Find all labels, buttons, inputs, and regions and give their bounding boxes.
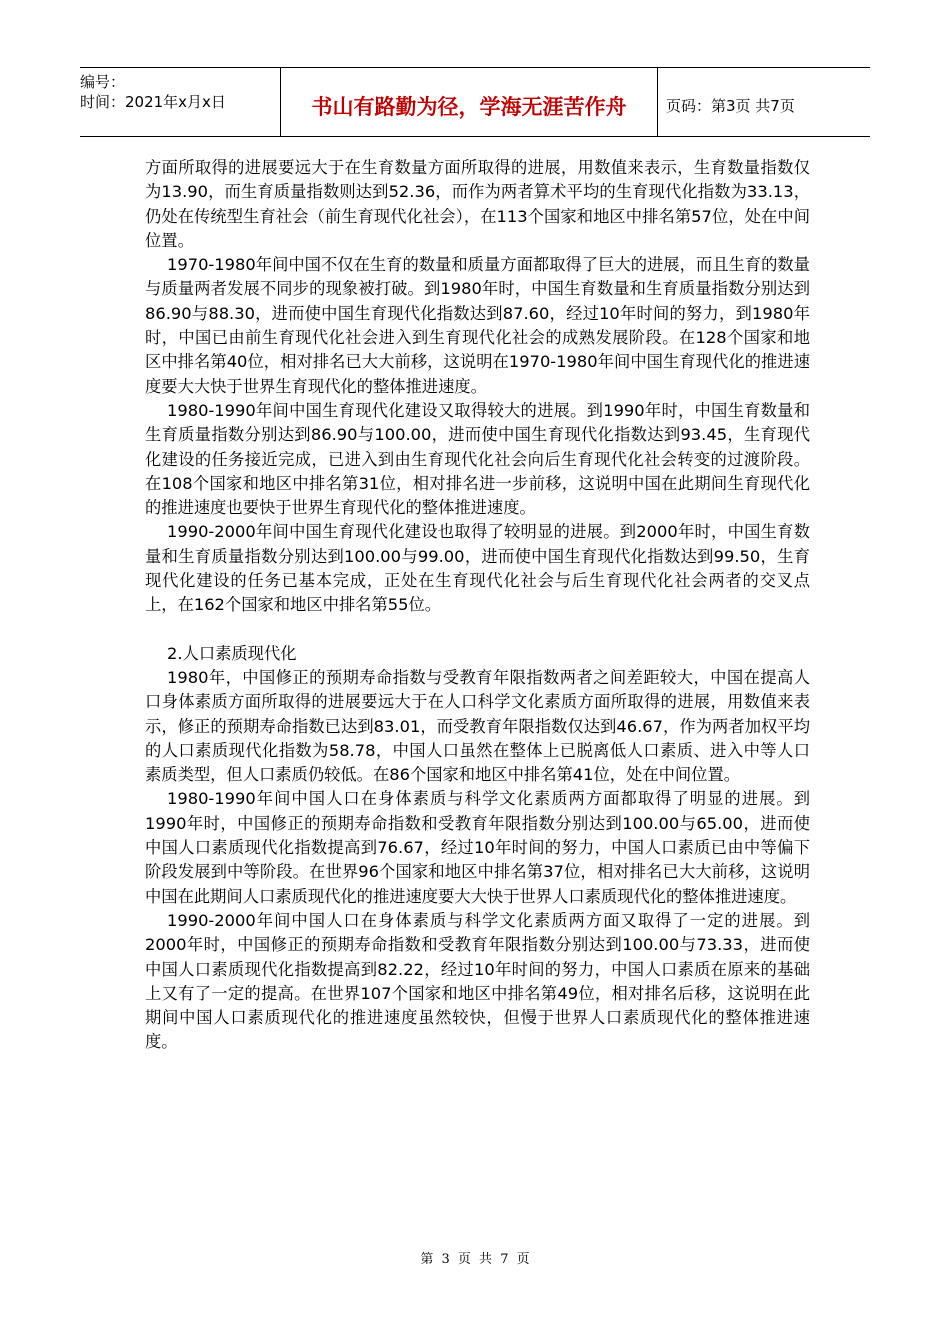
- document-time-label: 时间：2021年x月x日: [80, 93, 226, 111]
- document-body: [145, 156, 810, 1055]
- body-paragraph: 1980年，中国修正的预期寿命指数与受教育年限指数两者之间差距较大，中国在提高人口身体素质方面所取得的进展要远大于在人口科学文化素质方面所取得的进展，用数值来表示，修正的预期寿命指数已达到83.01，而受教育年限指数仅达到46.67，作为两者加权平均的人口素质现代化指数为58.78，中国人口虽然在整体上已脱离低人口素质、进入中等人口素质类型，但人口素质仍较低。在86个国家和地区中排名第41位，处在中间位置。: [145, 667, 810, 785]
- section-heading: 2.人口素质现代化: [167, 643, 297, 663]
- header-motto: 书山有路勤为径，学海无涯苦作舟: [281, 68, 658, 136]
- body-paragraph: 1990-2000年间中国人口在身体素质与科学文化素质两方面又取得了一定的进展。到2000年时，中国修正的预期寿命指数和受教育年限指数分别达到100.00与73.33，进而使中国人口素质现代化指数提高到82.22，经过10年时间的努力，中国人口素质在原来的基础上又有了一定的提高。在世界107个国家和地区中排名第49位，相对排名后移，这说明在此期间中国人口素质现代化的推进速度虽然较快，但慢于世界人口素质现代化的整体推进速度。: [145, 910, 810, 1052]
- body-paragraph: 1990-2000年间中国生育现代化建设也取得了较明显的进展。到2000年时，中国生育数量和生育质量指数分别达到100.00与99.00，进而使中国生育现代化指数达到99.50，生育现代化建设的任务已基本完成，正处在生育现代化社会与后生育现代化社会两者的交叉点上，在162个国家和地区中排名第55位。: [145, 522, 810, 615]
- document-number-label: 编号：: [80, 73, 126, 91]
- page-header: [80, 67, 870, 137]
- body-paragraph: 1980-1990年间中国人口在身体素质与科学文化素质两方面都取得了明显的进展。到1990年时，中国修正的预期寿命指数和受教育年限指数分别达到100.00与65.00，进而使中国人口素质现代化指数提高到76.67，经过10年时间的努力，中国人口素质已由中等偏下阶段发展到中等阶段。在世界96个国家和地区中排名第37位，相对排名已大大前移，这说明中国在此期间人口素质现代化的推进速度要大大快于世界人口素质现代化的整体推进速度。: [145, 789, 810, 906]
- header-meta: [80, 68, 281, 136]
- page-footer: 第 3 页 共 7 页: [420, 1252, 530, 1267]
- header-page-number: 页码：第3页 共7页: [666, 96, 795, 115]
- body-paragraph: 1970-1980年间中国不仅在生育的数量和质量方面都取得了巨大的进展，而且生育的数量与质量两者发展不同步的现象被打破。到1980年时，中国生育数量和生育质量指数分别达到86.90与88.30，进而使中国生育现代化指数达到87.60，经过10年时间的努力，到1980年时，中国已由前生育现代化社会进入到生育现代化社会的成熟发展阶段。在128个国家和地区中排名第40位，相对排名已大大前移，这说明在1970-1980年间中国生育现代化的推进速度要大大快于世界生育现代化的整体推进速度。: [145, 255, 810, 396]
- body-paragraph: 方面所取得的进展要远大于在生育数量方面所取得的进展，用数值来表示，生育数量指数仅为13.90，而生育质量指数则达到52.36，而作为两者算术平均的生育现代化指数为33.13，仍处在传统型生育社会（前生育现代化社会），在113个国家和地区中排名第57位，处在中间位置。: [145, 158, 810, 250]
- body-paragraph: 1980-1990年间中国生育现代化建设又取得较大的进展。到1990年时，中国生育数量和生育质量指数分别达到86.90与100.00，进而使中国生育现代化指数达到93.45，生育现代化建设的任务接近完成，已进入到由生育现代化社会向后生育现代化社会转变的过渡阶段。在108个国家和地区中排名第31位，相对排名进一步前移，这说明中国在此期间生育现代化的推进速度也要快于世界生育现代化的整体推进速度。: [145, 400, 810, 518]
